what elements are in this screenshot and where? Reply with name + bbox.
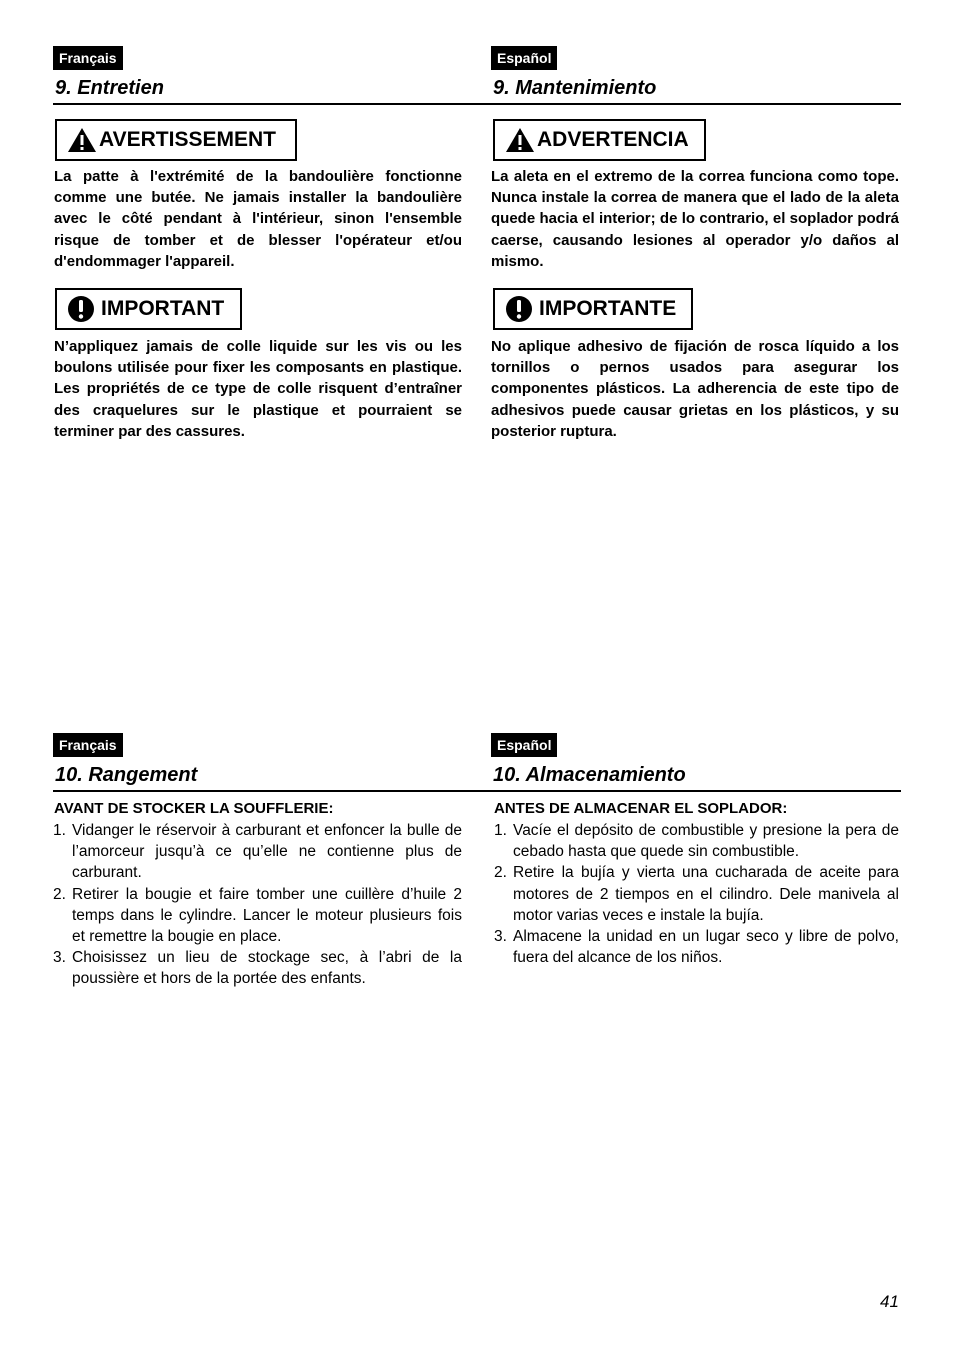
step-text: Retire la bujía y vierta una cucharada de aceite para motores de 2 tiempos en el cilindro. Dele manivela al motor varias veces e instale la bujía. — [513, 864, 899, 924]
step-number: 2. — [53, 885, 66, 903]
section-title-mantenimiento: 9. Mantenimiento — [493, 77, 657, 99]
language-tag-french: Français — [53, 733, 123, 757]
list-item — [53, 947, 462, 989]
exclamation-circle-icon — [67, 295, 95, 323]
storage-steps-spanish — [494, 820, 899, 968]
warning-text-french: La patte à l'extrémité de la bandoulière fonctionne comme une butée. Ne jamais installer la bandoulière avec le côté pendant à l'intérieur, sinon l'ensemble risque de tomber et de blesser l'opérateur et/ou d'endommager l'appareil. — [54, 168, 462, 270]
storage-subheading-spanish: ANTES DE ALMACENAR EL SOPLADOR: — [494, 800, 788, 817]
step-number: 1. — [53, 822, 66, 839]
step-text: Vidanger le réservoir à carburant et enfoncer la bulle de l’amorceur jusqu’à ce qu’elle ne contienne plus de carburant. — [72, 822, 462, 882]
step-number: 3. — [494, 928, 507, 946]
warning-triangle-icon — [505, 127, 535, 153]
list-item — [53, 884, 462, 948]
list-item — [494, 820, 899, 862]
warning-label-spanish: ADVERTENCIA — [537, 128, 689, 151]
step-text: Vacíe el depósito de combustible y presione la pera de cebado hasta que quede sin combustible. — [513, 822, 899, 861]
page-number: 41 — [880, 1292, 899, 1311]
language-tag-spanish: Español — [491, 46, 557, 70]
warning-box-french — [55, 119, 297, 161]
section-title-rangement: 10. Rangement — [55, 764, 198, 786]
step-text: Retirer la bougie et faire tomber une cuillère d’huile 2 temps dans le cylindre. Lancer le moteur plusieurs fois et remettre la bougie en place. — [72, 885, 462, 946]
important-label-french: IMPORTANT — [101, 297, 225, 320]
step-text: Almacene la unidad en un lugar seco y libre de polvo, fuera del alcance de los niños. — [513, 928, 899, 967]
section-title-entretien: 9. Entretien — [55, 77, 164, 99]
list-item — [494, 862, 899, 926]
step-text: Choisissez un lieu de stockage sec, à l’abri de la poussière et hors de la portée des enfants. — [72, 949, 462, 988]
important-text-spanish: No aplique adhesivo de fijación de rosca líquido a los tornillos o pernos usados para asegurar los componentes plásticos. La adherencia de este tipo de adhesivos puede causar grietas en los plásticos, y su posterior ruptura. — [491, 338, 899, 440]
step-number: 2. — [494, 864, 507, 882]
warning-box-spanish — [493, 119, 706, 161]
list-item — [494, 926, 899, 968]
exclamation-circle-icon — [505, 295, 533, 323]
step-number: 3. — [53, 949, 66, 967]
warning-text-spanish: La aleta en el extremo de la correa funciona como tope. Nunca instale la correa de manera que el lado de la aleta quede hacia el interior; de lo contrario, el soplador podrá caerse, causando lesiones al operador y/o daños al mismo. — [491, 168, 899, 270]
step-number: 1. — [494, 822, 507, 839]
storage-steps-french — [53, 820, 462, 990]
section-divider-top — [53, 103, 901, 105]
storage-subheading-french: AVANT DE STOCKER LA SOUFFLERIE: — [54, 800, 334, 817]
important-box-spanish — [493, 288, 693, 330]
important-box-french — [55, 288, 242, 330]
warning-triangle-icon — [67, 127, 97, 153]
list-item — [53, 820, 462, 884]
important-text-french: N’appliquez jamais de colle liquide sur les vis ou les boulons utilisée pour fixer les composants en plastique. Les propriétés de ce type de colle risquent d’entraîner des craquelures sur le plastique et pourraient se terminer par des cassures. — [54, 338, 462, 440]
important-label-spanish: IMPORTANTE — [539, 297, 677, 320]
section-divider-bottom — [53, 790, 901, 792]
language-tag-french: Français — [53, 46, 123, 70]
section-title-almacenamiento: 10. Almacenamiento — [493, 764, 686, 786]
language-tag-spanish: Español — [491, 733, 557, 757]
warning-label-french: AVERTISSEMENT — [99, 128, 276, 151]
